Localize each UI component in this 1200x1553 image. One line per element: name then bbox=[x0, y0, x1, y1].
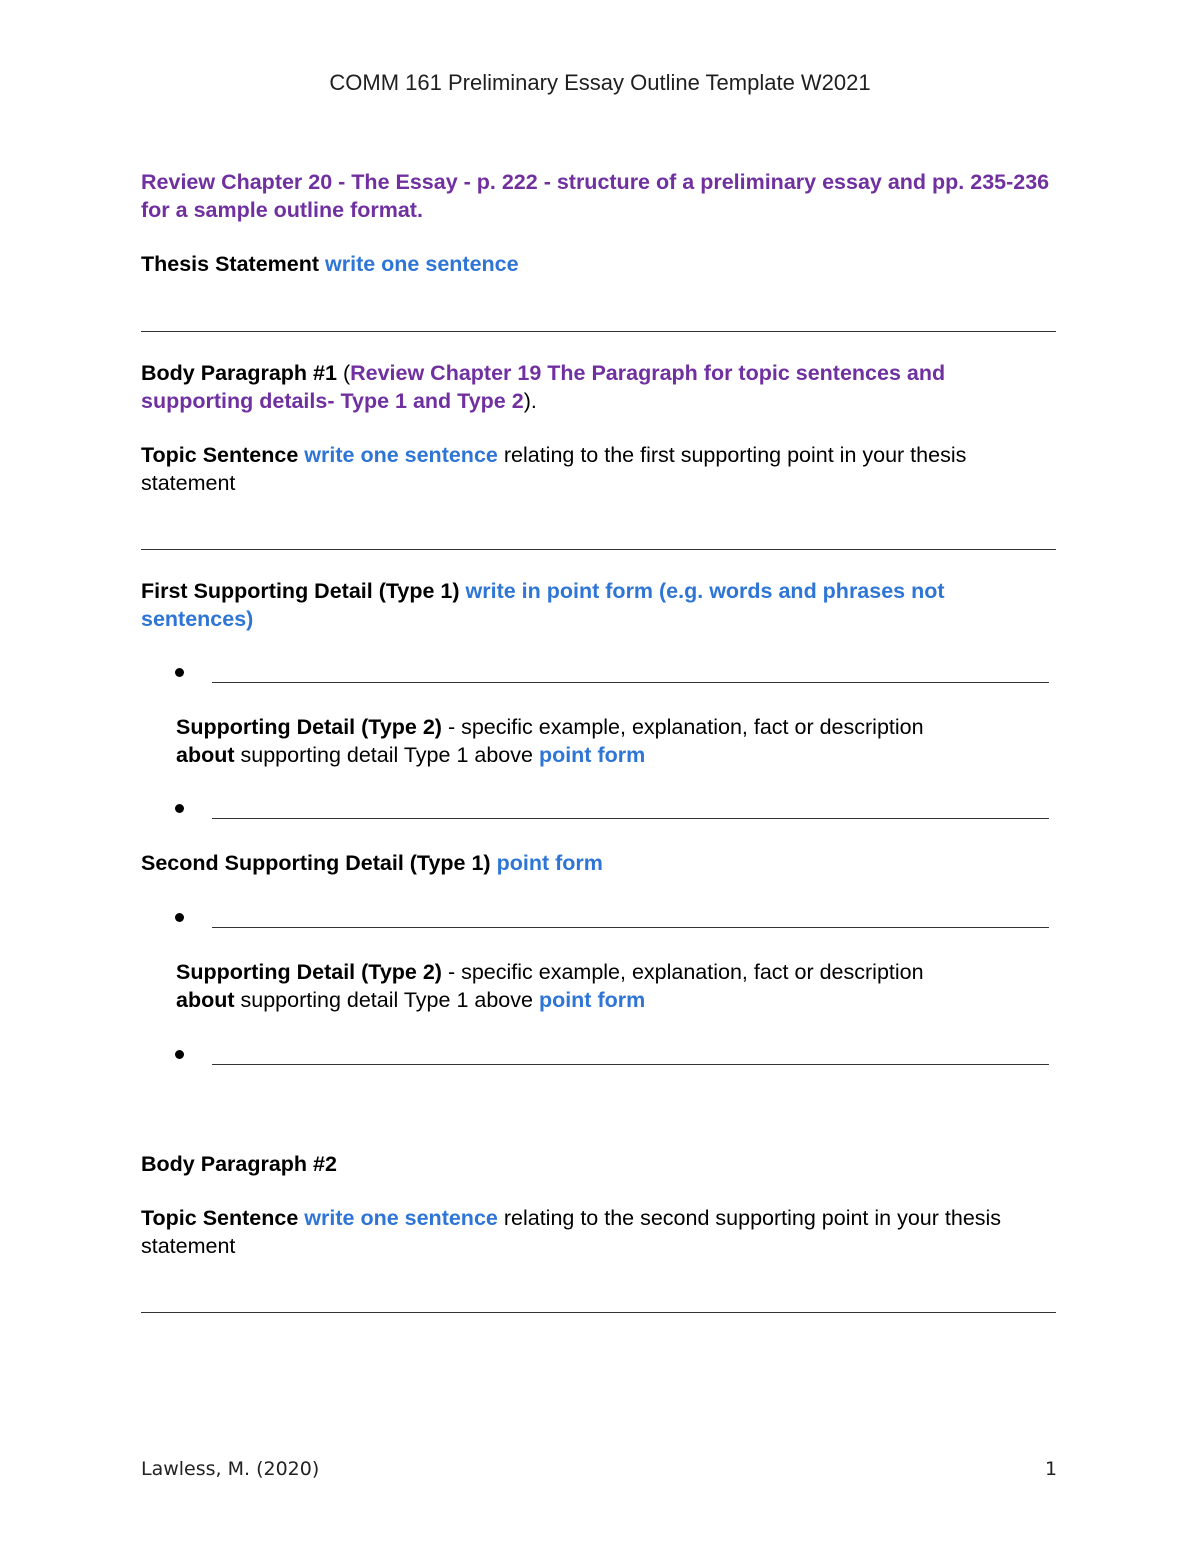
body1-topic-answer-line[interactable] bbox=[141, 549, 1056, 550]
body2-label: Body Paragraph #2 bbox=[141, 1152, 337, 1176]
sub1-instruction bbox=[176, 713, 1061, 769]
thesis-label: Thesis Statement bbox=[141, 252, 320, 276]
sub1-bullet bbox=[175, 796, 1055, 824]
intro-instruction bbox=[141, 168, 1061, 224]
second-detail-bullet bbox=[175, 905, 1055, 933]
thesis-answer-line[interactable] bbox=[141, 331, 1056, 332]
first-detail-label: First Supporting Detail (Type 1) bbox=[141, 579, 460, 603]
sub2-instruction bbox=[176, 958, 1061, 1014]
first-detail-hint: write in point form (e.g. words and phrases not sentences) bbox=[141, 579, 945, 631]
body2-topic-instruction bbox=[141, 1204, 1061, 1260]
body2-topic-hint: write one sentence bbox=[304, 1206, 498, 1230]
second-detail-heading bbox=[141, 849, 1061, 877]
sub1-answer-line[interactable] bbox=[212, 818, 1049, 819]
sub2-about: about bbox=[176, 988, 235, 1012]
sub2-rest: - specific example, explanation, fact or description bbox=[441, 960, 924, 984]
first-detail-bullet bbox=[175, 660, 1055, 688]
body1-label: Body Paragraph #1 bbox=[141, 361, 337, 385]
intro-text: Review Chapter 20 - The Essay - p. 222 - structure of a preliminary essay and pp. 235-236 for a sample outline format. bbox=[141, 170, 1050, 222]
body2-topic-label: Topic Sentence bbox=[141, 1206, 299, 1230]
sub1-rest2: supporting detail Type 1 above bbox=[234, 743, 539, 767]
page-title: COMM 161 Preliminary Essay Outline Template W2021 bbox=[329, 70, 871, 95]
bullet-icon bbox=[175, 804, 184, 813]
second-detail-answer-line[interactable] bbox=[212, 927, 1049, 928]
sub1-rest: - specific example, explanation, fact or description bbox=[441, 715, 924, 739]
body1-heading bbox=[141, 359, 1061, 415]
body1-open-paren: ( bbox=[336, 361, 351, 385]
body1-topic-hint: write one sentence bbox=[304, 443, 498, 467]
sub2-hint: point form bbox=[538, 988, 646, 1012]
body2-heading bbox=[141, 1150, 1061, 1178]
body1-review: Review Chapter 19 The Paragraph for topic sentences and supporting details- Type 1 and Type 2 bbox=[141, 361, 946, 413]
sub2-rest2: supporting detail Type 1 above bbox=[234, 988, 539, 1012]
sub2-bullet bbox=[175, 1042, 1055, 1070]
second-detail-label: Second Supporting Detail (Type 1) bbox=[141, 851, 491, 875]
body1-topic-instruction bbox=[141, 441, 1061, 497]
footer-author: Lawless, M. (2020) bbox=[141, 1458, 320, 1480]
sub1-hint: point form bbox=[538, 743, 646, 767]
body2-topic-rest: relating to the second supporting point in your thesis statement bbox=[141, 1206, 1002, 1258]
thesis-heading bbox=[141, 250, 1061, 278]
bullet-icon bbox=[175, 1050, 184, 1059]
page-number: 1 bbox=[1045, 1458, 1058, 1480]
sub2-answer-line[interactable] bbox=[212, 1064, 1049, 1065]
body1-topic-rest: relating to the first supporting point in your thesis statement bbox=[141, 443, 967, 495]
first-detail-heading bbox=[141, 577, 1061, 633]
first-detail-answer-line[interactable] bbox=[212, 682, 1049, 683]
body1-close-paren: ). bbox=[523, 389, 537, 413]
sub2-label: Supporting Detail (Type 2) bbox=[176, 960, 442, 984]
sub1-about: about bbox=[176, 743, 235, 767]
thesis-hint: write one sentence bbox=[325, 252, 519, 276]
body1-topic-label: Topic Sentence bbox=[141, 443, 299, 467]
bullet-icon bbox=[175, 913, 184, 922]
bullet-icon bbox=[175, 668, 184, 677]
body2-topic-answer-line[interactable] bbox=[141, 1312, 1056, 1313]
sub1-label: Supporting Detail (Type 2) bbox=[176, 715, 442, 739]
second-detail-hint: point form bbox=[496, 851, 603, 875]
